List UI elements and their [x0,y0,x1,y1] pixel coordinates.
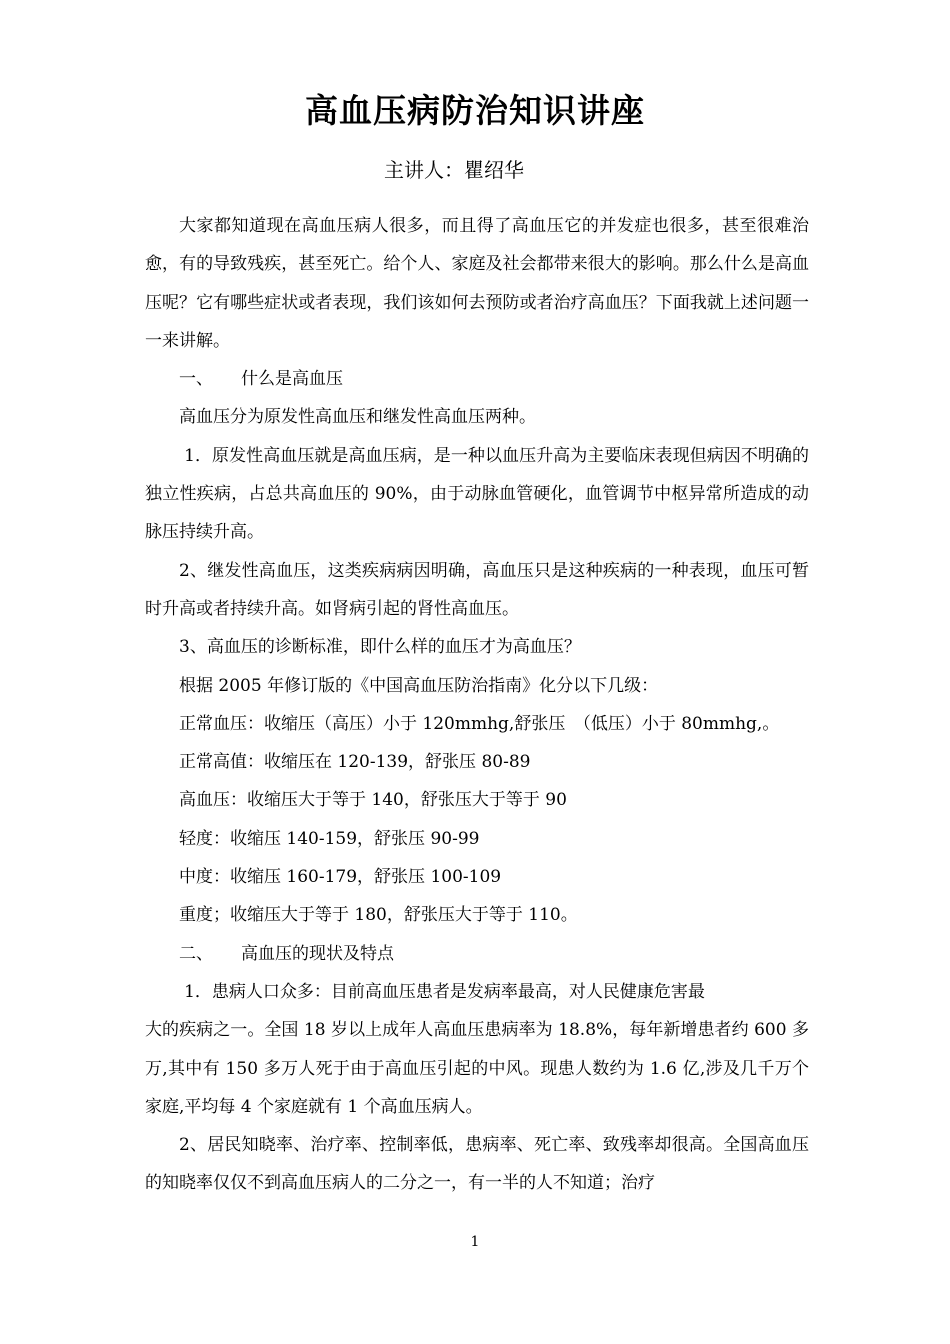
intro-paragraph: 大家都知道现在高血压病人很多，而且得了高血压它的并发症也很多，甚至很难治愈，有的导致残疾，甚至死亡。给个人、家庭及社会都带来很大的影响。那么什么是高血压呢？它有哪些症状或者表现，我们该如何去预防或者治疗高血压？下面我就上述问题一一来讲解。 [145,216,809,351]
bp-level-hypertension: 高血压：收缩压大于等于 140，舒张压大于等于 90 [179,790,567,811]
guideline-line: 根据 2005 年修订版的《中国高血压防治指南》化分以下几级： [179,675,659,696]
section-number: 一、 [179,369,213,390]
document-body [145,207,809,1203]
section1-item-1: 1．原发性高血压就是高血压病，是一种以血压升高为主要临床表现但病因不明确的独立性疾病，占总共高血压的 90%，由于动脉血管硬化，血管调节中枢异常所造成的动脉压持续升高。 [145,445,809,543]
section2-item-2: 2、居民知晓率、治疗率、控制率低，患病率、死亡率、致残率却很高。全国高血压的知晓率仅仅不到高血压病人的二分之一，有一半的人不知道；治疗 [145,1135,809,1194]
bp-level-mild: 轻度：收缩压 140-159，舒张压 90-99 [179,828,480,849]
document-title: 高血压病防治知识讲座 [305,91,645,130]
bp-level-moderate: 中度：收缩压 160-179，舒张压 100-109 [179,867,502,888]
bp-level-severe: 重度；收缩压大于等于 180，舒张压大于等于 110。 [179,905,578,926]
section-heading-2 [145,935,809,973]
speaker-line: 主讲人：瞿绍华 [384,158,524,182]
bp-level-normal: 正常血压：收缩压（高压）小于 120mmhg,舒张压 （低压）小于 80mmhg,。 [179,713,780,734]
section-heading-1 [145,360,809,398]
bp-level-high-normal: 正常高值：收缩压在 120-139，舒张压 80-89 [179,752,531,773]
section1-item-3: 3、高血压的诊断标准，即什么样的血压才为高血压？ [179,637,581,658]
section2-item-1-first-line: 1．患病人口众多：目前高血压患者是发病率最高，对人民健康危害最 [184,981,705,1002]
section-title: 高血压的现状及特点 [241,943,394,964]
section1-intro: 高血压分为原发性高血压和继发性高血压两种。 [179,407,536,428]
section-title: 什么是高血压 [241,369,343,390]
section2-item-1-rest: 大的疾病之一。全国 18 岁以上成年人高血压患病率为 18.8%，每年新增患者约 600 多万,其中有 150 多万人死于由于高血压引起的中风。现患人数约为 1.6 亿,涉及几千万个家庭,平均每 4 个家庭就有 1 个高血压病人。 [145,1020,809,1117]
section-number: 二、 [179,943,213,964]
section1-item-2: 2、继发性高血压，这类疾病病因明确，高血压只是这种疾病的一种表现，血压可暂时升高或者持续升高。如肾病引起的肾性高血压。 [145,560,809,619]
page-number: 1 [470,1234,480,1250]
